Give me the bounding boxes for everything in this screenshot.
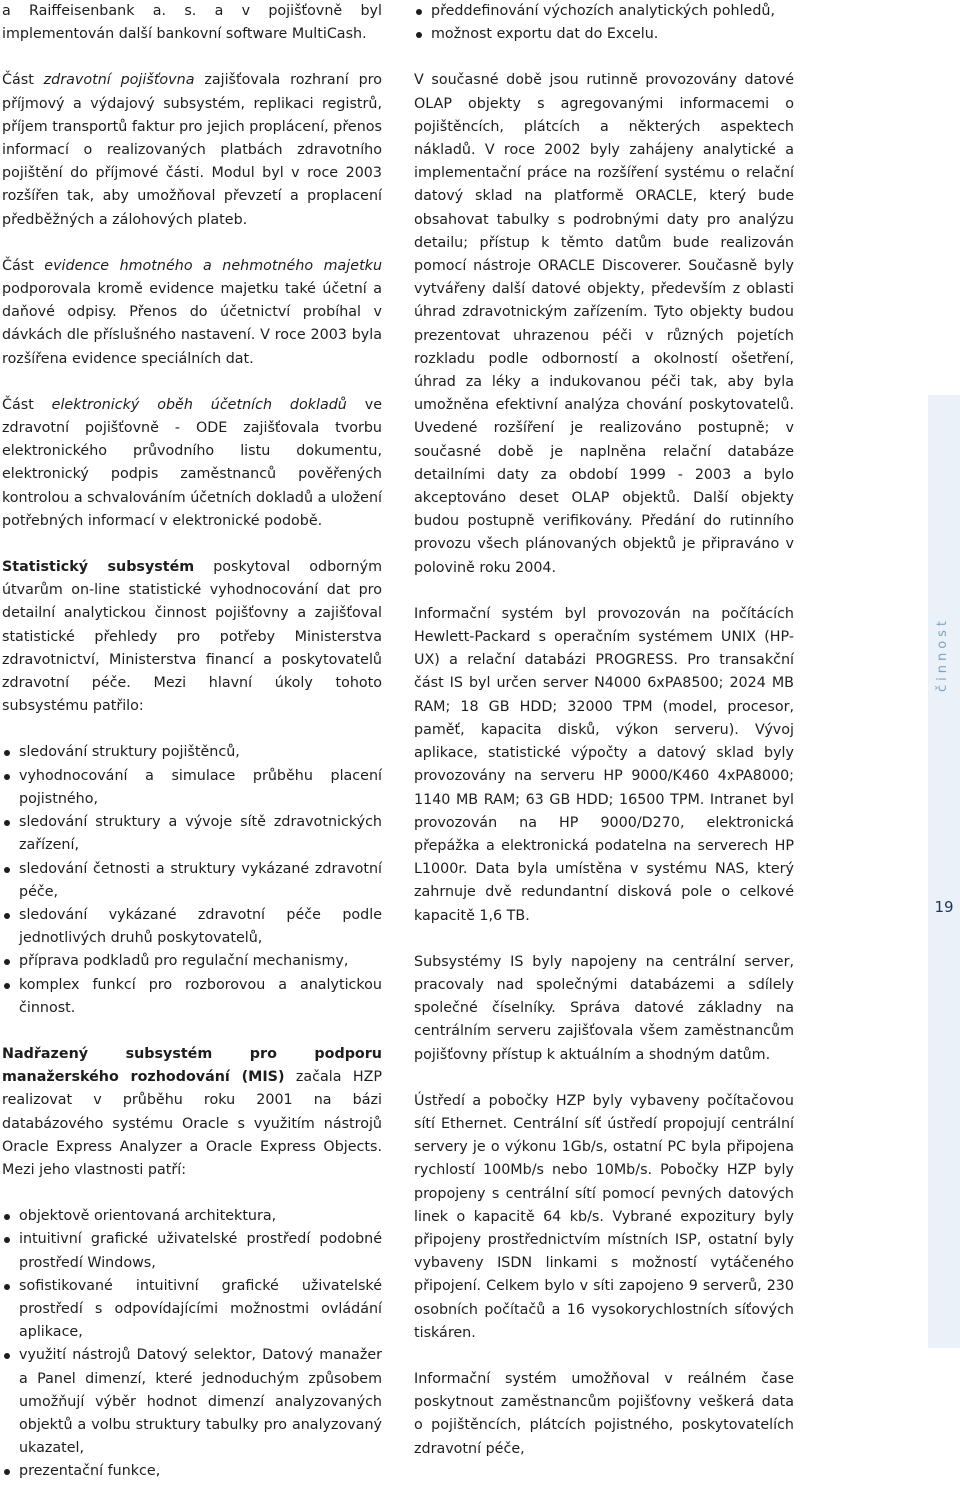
list-item: využití nástrojů Datový selektor, Datový manažer a Panel dimenzí, které jednoduchým způsobem umožňují výběr hodnot dimenzí analyzovaných objektů a volbu struktury tabulky pro analyzovaný ukazatel, [2,1344,382,1460]
text: Část [2,396,52,413]
term-italic: evidence hmotného a nehmotného majetku [44,257,383,274]
text: ve zdravotní pojišťovně - ODE zajišťovala tvorbu elektronického průvodního listu dokumentu, elektronický podpis zaměstnanců pověřených kontrolou a schvalováním účetních dokladů a uložení potřebných informací v elektronické podobě. [2,396,382,529]
paragraph-mis [2,1043,382,1182]
term-bold: Nadřazený subsystém pro podporu manažerského rozhodování (MIS) [2,1045,382,1086]
list-item: sledování struktury a vývoje sítě zdravotnických zařízení, [2,811,382,857]
paragraph-network: Ústředí a pobočky HZP byly vybaveny počítačovou sítí Ethernet. Centrální síť ústředí propojují centrální servery je o výkonu 1Gb/s, ostatní PC byla připojena rychlostí 100Mb/s nebo 10Mb/s. Pobočky HZP byly propojeny s centrální sítí pomocí pevných datových linek o kapacitě 64 kb/s. Vybrané expozitury byly připojeny prostřednictvím místních ISP, ostatní byly vybaveny ISDN linkami s možností vytáčeného připojení. Celkem bylo v síti zapojeno 9 serverů, 230 osobních počítačů a 16 vysokorychlostních síťových tiskáren. [414,1092,794,1341]
paragraph-statistics [2,556,382,718]
paragraph-document-flow [2,394,382,533]
paragraph-asset-register [2,255,382,371]
list-item: předdefinování výchozích analytických pohledů, [414,0,794,23]
list-item: prezentační funkce, [2,1460,382,1483]
list-item: sledování struktury pojištěnců, [2,741,382,764]
term-bold: Statistický subsystém [2,559,195,576]
page-number: 19 [934,898,954,916]
list-item: intuitivní grafické uživatelské prostředí podobné prostředí Windows, [2,1228,382,1274]
term-italic: zdravotní pojišťovna [43,72,195,89]
text: zajišťovala rozhraní pro příjmový a výdajový subsystém, replikaci registrů, příjem transportů faktur pro jejich proplácení, přenos informací o realizovaných platbách zdravotního pojištění do příjmové části. Modul byl v roce 2003 rozšířen tak, aby umožňoval převzetí a proplacení předběžných a zálohových plateb. [2,72,382,228]
list-mis-features-continued [414,0,794,46]
list-item: sledování vykázané zdravotní péče podle jednotlivých druhů poskytovatelů, [2,904,382,950]
paragraph-hardware: Informační systém byl provozován na počítácích Hewlett-Packard s operačním systémem UNIX (HP-UX) a relační databázi PROGRESS. Pro transakční část IS byl určen server N4000 6xPA8500; 2024 MB RAM; 18 GB HDD; 32000 TPM (model, procesor, paměť, kapacita disků, výkon serveru). Vývoj aplikace, statistické výpočty a datový sklad byly provozovány na serveru HP 9000/K460 4xPA8000; 1140 MB RAM; 63 GB HDD; 16500 TPM. Intranet byl provozován na HP 9000/D270, elektronická přepážka a elektronická podatelna na serverech HP L1000r. Data byla umístěna v systému NAS, který zahrnuje dvě redundantní disková pole o celkové kapacitě 1,6 TB. [414,605,794,924]
list-item: příprava podkladů pro regulační mechanismy, [2,950,382,973]
paragraph-multicash: a Raiffeisenbank a. s. a v pojišťovně byl implementován další bankovní software MultiCash. [2,3,382,43]
list-item: možnost exportu dat do Excelu. [414,23,794,46]
section-label [926,609,960,699]
paragraph-health-insurance [2,69,382,231]
list-item: sledování četnosti a struktury vykázané zdravotní péče, [2,858,382,904]
paragraph-olap: V současné době jsou rutinně provozovány datové OLAP objekty s agregovanými informacemi o pojištěncích, plátcích a některých aspektech nákladů. V roce 2002 byly zahájeny analytické a implementační práce na rozšíření systému o relační datový sklad na platformě ORACLE, který bude obsahovat tabulky s podrobnými daty pro analýzu detailu; přístup k těmto datům bude realizován pomocí nástroje ORACLE Discoverer. Současně byly vytvářeny další datové objekty, především z oblasti úhrad zdravotnickým zařízením. Tyto objekty budou prezentovat uhrazenou péči v různých pojetích rozkladu podle odborností a okolností ošetření, úhrad za léky a indukovanou péči tak, aby byla umožněna efektivní analýza chování poskytovatelů. Uvedené rozšíření je realizováno postupně; v současné době je naplněna relační databáze detailními daty za období 1999 - 2003 a bylo akceptováno deset OLAP objektů. Další objekty budou postupně verifikovány. Předání do rutinního provozu všech plánovaných objektů je připraváno v polovině roku 2004. [414,72,794,576]
list-item: objektově orientovaná architektura, [2,1205,382,1228]
section-label-text: činnost [935,616,951,692]
sidebar-band [928,395,960,1348]
list-item: vyhodnocování a simulace průběhu placení pojistného, [2,765,382,811]
text: Část [2,257,45,274]
list-item: komplex funkcí pro rozborovou a analytickou činnost. [2,974,382,1020]
left-column [2,0,382,1507]
paragraph-subsystems: Subsystémy IS byly napojeny na centrální server, pracovaly nad společnými databázemi a sdílely společné číselníky. Správa datové základny na centrálním serveru zajišťovala všem zaměstnancům pojišťovny přístup k aktuálním a shodným datům. [414,953,794,1063]
text: Část [2,72,44,89]
list-statistics-tasks [2,741,382,1019]
list-item: sofistikované intuitivní grafické uživatelské prostředí s odpovídajícími možnostmi ovládání aplikace, [2,1275,382,1345]
text: poskytoval odborným útvarům on-line statistické vyhodnocování dat pro detailní analytickou činnost pojišťovny a zajišťoval statistické přehledy pro potřeby Ministerstva zdravotnictví, Ministerstva financí a poskytovatelů zdravotní péče. Mezi hlavní úkoly tohoto subsystému patřilo: [2,559,382,715]
text: začala HZP realizovat v průběhu roku 2001 na bázi databázového systému Oracle s využitím nástrojů Oracle Express Analyzer a Oracle Express Objects. Mezi jeho vlastnosti patří: [2,1069,382,1178]
list-mis-features [2,1205,382,1483]
paragraph-realtime: Informační systém umožňoval v reálném čase poskytnout zaměstnancům pojišťovny veškerá data o pojištěncích, plátcích pojistného, poskytovatelích zdravotní péče, [414,1370,794,1457]
text: podporovala kromě evidence majetku také účetní a daňové odpisy. Přenos do účetnictví probíhal v dávkách dle příslušného nastavení. V roce 2003 byla rozšířena evidence speciálních dat. [2,281,382,367]
right-column [414,0,794,1484]
term-italic: elektronický oběh účetních dokladů [51,396,347,413]
